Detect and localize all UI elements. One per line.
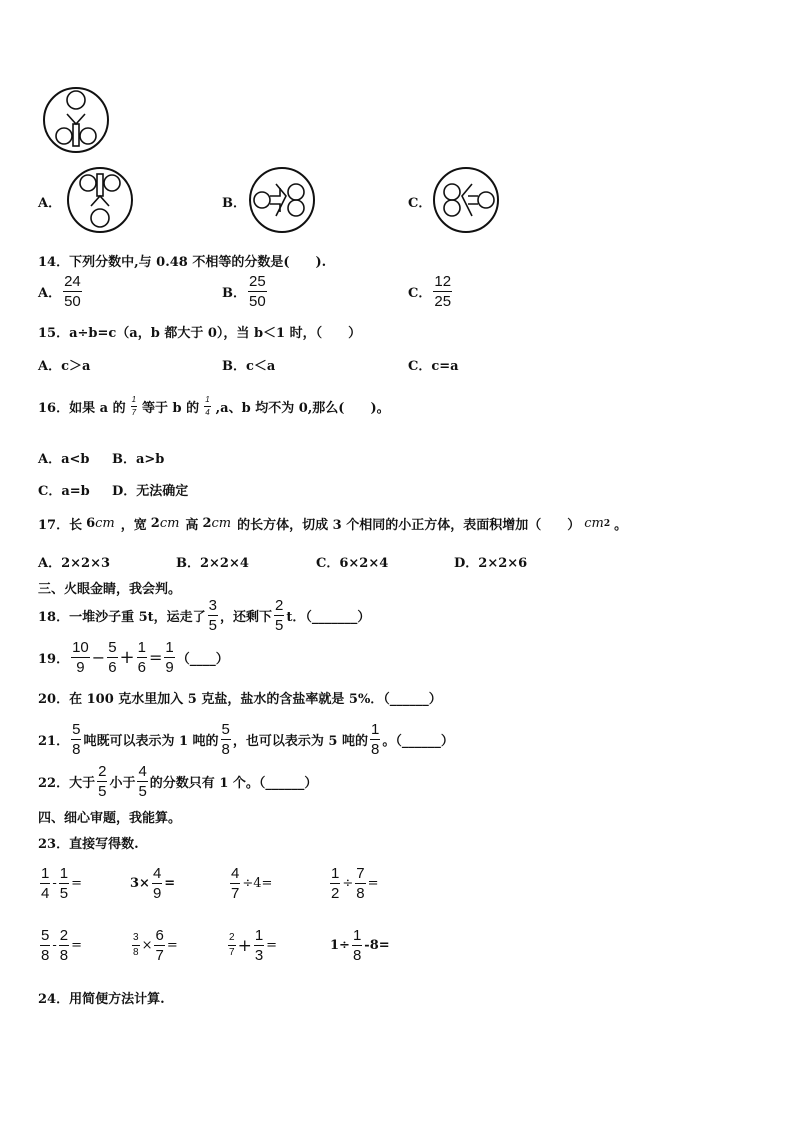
frac-den: 8 [133,947,139,958]
q16-f2-num: 1 [204,396,210,407]
q18-pre: 18．一堆沙子重 5t，运走了 [38,610,206,625]
q21-f3-den: 8 [371,741,380,758]
q19-f4-den: 9 [165,659,174,676]
q23-expr-7 [226,928,277,963]
operator: - [52,938,57,953]
q18-post: t．（_______） [286,610,371,625]
q19-f1-den: 9 [76,659,85,676]
q23-text: 23．直接写得数. [38,837,139,852]
q17-option-b[interactable]: B．2×2×4 [176,556,249,571]
frac-den: 5 [59,885,69,902]
original-figure [40,86,112,154]
q17-option-d[interactable]: D．2×2×6 [454,556,528,571]
frac-den: 8 [59,947,69,964]
equals: = [71,876,82,891]
q18-text [38,598,370,633]
equals: = [71,938,82,953]
equals: = [266,938,278,953]
q16-option-d[interactable]: D．无法确定 [112,484,189,499]
q21-f3-num: 1 [371,721,380,738]
frac-num: 1 [352,927,362,944]
q21-text [38,722,454,757]
q17-p1: 17．长 [38,518,83,533]
q22-f2-den: 5 [138,783,147,800]
q14-option-b[interactable] [222,274,269,309]
q16-post: ,a、b 均不为 0,那么( )。 [215,401,390,416]
q17-p4: 的长方体，切成 3 个相同的小正方体，表面积增加（ ） [237,518,581,533]
q15-option-b[interactable]: B．c＜a [222,359,276,374]
q19-op1: − [91,648,106,667]
q22-text [38,764,317,799]
q13-option-b-label: B． [222,196,246,211]
q23-expr-8 [330,928,390,963]
frac-den: 7 [229,947,235,958]
q23-expr-2 [130,866,175,901]
q17-v3: 2 [202,516,212,531]
operator: ÷ [342,876,354,891]
q18-f1-den: 5 [208,617,218,634]
q22-f2-num: 4 [138,763,147,780]
frac-num: 3 [132,933,140,946]
q20-text: 20．在 100 克水里加入 5 克盐，盐水的含盐率就是 5%．（______） [38,692,442,707]
q14-option-c[interactable] [408,274,454,309]
operator: + [237,935,252,956]
frac-den: 7 [231,885,240,902]
q17-end: 。 [614,518,628,533]
q14-text: 14．下列分数中,与 0.48 不相等的分数是( ). [38,255,327,270]
prefix: 1÷ [330,938,350,953]
q21-f1-num: 5 [72,721,81,738]
frac-den: 8 [41,947,50,964]
q14-option-c-label: C． [408,286,432,301]
q17-u2: cm [159,516,180,531]
q22-post: 的分数只有 1 个。（______） [149,776,318,791]
q24-text: 24．用简便方法计算. [38,992,165,1007]
q23-expr-3 [228,866,272,901]
q22-f1-num: 2 [98,763,107,780]
frac-num: 6 [155,927,164,944]
q18-f2-num: 2 [275,597,284,614]
suffix: -8= [364,938,390,953]
q21-t2: ，也可以表示为 5 吨的 [232,734,368,749]
q22-f1-den: 5 [98,783,107,800]
equals: = [367,876,379,891]
q14-option-a[interactable] [38,274,84,309]
q16-text [38,396,390,417]
q21-t1: 吨既可以表示为 1 吨的 [83,734,219,749]
q16-option-a[interactable]: A．a<b [38,452,90,467]
q16-option-c[interactable]: C．a=b [38,484,90,499]
q17-option-a[interactable]: A．2×2×3 [38,556,111,571]
q16-f2-den: 4 [205,408,210,417]
q18-f2-den: 5 [275,617,284,634]
frac-num: 2 [59,927,69,944]
q19-f3-num: 1 [137,639,146,656]
q14-a-den: 50 [64,293,81,310]
q19-f3-den: 6 [137,659,146,676]
q17-p2: ，宽 [120,518,147,533]
q17-option-c[interactable]: C．6×2×4 [316,556,389,571]
q23-expr-1 [38,866,82,901]
frac-den: 4 [41,885,50,902]
frac-num: 1 [41,865,50,882]
prefix: 3× [130,876,150,891]
q17-p3: 高 [185,518,199,533]
frac-den: 8 [356,885,365,902]
q19-f4-num: 1 [165,639,174,656]
option-c-figure[interactable] [430,166,502,234]
q17-u1: cm [95,516,115,531]
q14-b-den: 50 [249,293,266,310]
q21-label: 21． [38,734,70,749]
q15-option-c[interactable]: C．c=a [408,359,459,374]
q13-option-c-label: C． [408,196,432,211]
q17-unit-sup: 2 [603,518,611,529]
suffix: ÷4= [242,876,273,891]
q14-b-num: 25 [249,273,266,290]
frac-den: 2 [331,885,340,902]
q19-f2-den: 6 [108,659,117,676]
frac-num: 5 [41,927,50,944]
q19-label: 19． [38,652,70,667]
frac-num: 1 [331,865,340,882]
q23-expr-4 [328,866,379,901]
frac-num: 4 [152,865,162,882]
q16-f1-num: 1 [131,396,137,407]
frac-num: 7 [356,865,365,882]
q14-c-num: 12 [434,273,452,290]
q16-pre: 16．如果 a 的 [38,401,126,416]
q21-f1-den: 8 [72,741,81,758]
q14-c-den: 25 [434,293,452,310]
frac-den: 3 [254,947,264,964]
q19-post: （____） [176,652,229,667]
operator: × [141,938,153,953]
option-a-figure[interactable] [64,166,136,234]
q16-f1-den: 7 [131,408,137,417]
q21-t3: 。（______） [382,734,454,749]
q14-option-b-label: B． [222,286,246,301]
frac-num: 4 [231,865,240,882]
q23-expr-5 [38,928,82,963]
q18-mid: ，还剩下 [220,610,273,625]
q17-u3: cm [211,516,232,531]
q17-v1: 6 [86,516,96,531]
q21-f2-num: 5 [221,721,230,738]
section-3-heading: 三、火眼金睛，我会判。 [38,582,182,597]
equals: = [164,876,176,891]
equals: = [166,938,178,953]
q22-mid: 小于 [109,776,136,791]
section-4-heading: 四、细心审题，我能算。 [38,811,182,826]
q14-a-num: 24 [64,273,81,290]
q14-option-a-label: A． [38,286,62,301]
frac-den: 9 [152,885,162,902]
q16-mid: 等于 b 的 [142,401,200,416]
q17-text [38,514,627,533]
q19-f1-num: 10 [72,639,89,656]
option-b-figure[interactable] [246,166,318,234]
frac-den: 8 [352,947,362,964]
q19-text [38,640,229,675]
q19-f2-num: 5 [108,639,117,656]
q17-unit: cm [584,516,604,531]
frac-num: 2 [228,933,236,946]
q22-pre: 22．大于 [38,776,96,791]
q21-f2-den: 8 [221,741,230,758]
q15-option-a[interactable]: A．c＞a [38,359,91,374]
frac-num: 1 [59,865,69,882]
q15-text: 15．a÷b=c（a，b 都大于 0），当 b＜1 时，（ ） [38,326,362,341]
q18-f1-num: 3 [208,597,218,614]
q19-op2: + [119,647,135,668]
q23-expr-6 [130,928,178,963]
q16-option-b[interactable]: B．a>b [112,452,165,467]
q13-option-a-label: A． [38,196,62,211]
operator: - [52,876,57,891]
frac-num: 1 [254,927,264,944]
q17-v2: 2 [150,516,160,531]
q19-eq: = [148,648,163,667]
frac-den: 7 [155,947,164,964]
